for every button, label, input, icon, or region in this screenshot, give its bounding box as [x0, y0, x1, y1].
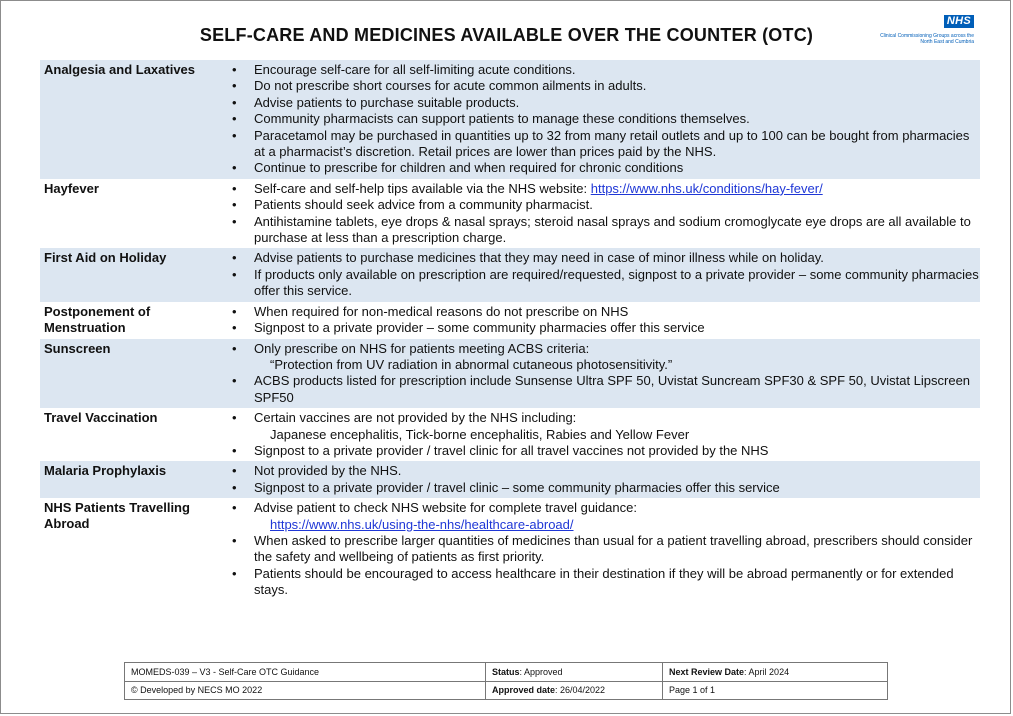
section-travel-vaccination — [40, 408, 980, 461]
bullet-item — [228, 410, 980, 443]
guidance-table — [40, 60, 980, 601]
bullet-item: • When asked to prescribe larger quantities of medicines than usual for a patient travelling abroad, prescribers should consider the safety and wellbeing of patients as first priority. — [228, 533, 980, 566]
section-topic: Postponement of Menstruation — [44, 303, 151, 335]
footer-page-number: Page 1 of 1 — [663, 681, 888, 700]
footer-review-date: Next Review Date: April 2024 — [663, 663, 888, 682]
bullet-item — [228, 500, 980, 533]
bullet-item: • Patients should be encouraged to access healthcare in their destination if they will be abroad permanently or for extended stays. — [228, 566, 980, 599]
bullet-item: • Not provided by the NHS. — [228, 463, 980, 479]
section-analgesia — [40, 60, 980, 179]
bullet-item: • Advise patients to purchase medicines that they may need in case of minor illness while on holiday. — [228, 250, 980, 266]
section-topic: Analgesia and Laxatives — [44, 62, 196, 77]
bullet-subtext: “Protection from UV radiation in abnormal cutaneous photosensitivity.” — [270, 356, 673, 372]
bullet-item: • ACBS products listed for prescription include Sunsense Ultra SPF 50, Uvistat Suncream SPF30 & SPF 50, Uvistat Lipscreen SPF50 — [228, 373, 980, 406]
section-travelling-abroad — [40, 498, 980, 600]
bullet-item: • Paracetamol may be purchased in quantities up to 32 from many retail outlets and up to 100 can be bought from pharmacies at a pharmacist’s discretion. Retail prices are lower than prices paid by the NHS. — [228, 128, 980, 161]
footer-status: Status: Approved — [486, 663, 663, 682]
section-content — [228, 302, 980, 339]
healthcare-abroad-link[interactable]: https://www.nhs.uk/using-the-nhs/healthcare-abroad/ — [270, 516, 574, 532]
section-topic: First Aid on Holiday — [44, 250, 167, 266]
section-content — [228, 408, 980, 461]
section-content — [228, 60, 980, 179]
bullet-item: • Antihistamine tablets, eye drops & nasal sprays; steroid nasal sprays and sodium cromoglycate eye drops are all available to purchase at less than a prescription charge. — [228, 214, 980, 247]
hay-fever-link[interactable]: https://www.nhs.uk/conditions/hay-fever/ — [590, 180, 823, 196]
section-content — [228, 179, 980, 249]
bullet-item: • Community pharmacists can support patients to manage these conditions themselves. — [228, 111, 980, 127]
bullet-text: Only prescribe on NHS for patients meeting ACBS criteria: — [254, 340, 590, 356]
bullet-item — [228, 341, 980, 374]
section-first-aid — [40, 248, 980, 301]
section-content — [228, 339, 980, 409]
nhs-logo — [874, 11, 974, 45]
bullet-item: • Signpost to a private provider – some community pharmacies offer this service — [228, 320, 980, 336]
footer-developed: © Developed by NECS MO 2022 — [125, 681, 486, 700]
bullet-subtext: Japanese encephalitis, Tick-borne encephalitis, Rabies and Yellow Fever — [270, 426, 690, 442]
bullet-item: • Do not prescribe short courses for acute common ailments in adults. — [228, 78, 980, 94]
section-content — [228, 498, 980, 600]
bullet-text: Advise patient to check NHS website for complete travel guidance: — [254, 500, 637, 516]
bullet-item: • Advise patients to purchase suitable products. — [228, 95, 980, 111]
bullet-item: • Continue to prescribe for children and when required for chronic conditions — [228, 160, 980, 176]
nhs-logo-text: Clinical Commissioning Groups across the North East and Cumbria — [880, 33, 974, 45]
section-topic: NHS Patients Travelling Abroad — [44, 500, 190, 532]
bullet-item: • Signpost to a private provider / travel clinic – some community pharmacies offer this service — [228, 480, 980, 496]
bullet-text: Certain vaccines are not provided by the NHS including: — [254, 410, 577, 426]
bullet-item: • Encourage self-care for all self-limiting acute conditions. — [228, 62, 980, 78]
section-topic: Sunscreen — [44, 340, 111, 356]
page-title: SELF-CARE AND MEDICINES AVAILABLE OVER THE COUNTER (OTC) — [199, 25, 814, 45]
bullet-item: • Patients should seek advice from a community pharmacist. — [228, 197, 980, 213]
section-content — [228, 461, 980, 498]
bullet-item: • When required for non-medical reasons do not prescribe on NHS — [228, 304, 980, 320]
section-menstruation — [40, 302, 980, 339]
section-topic: Hayfever — [44, 180, 99, 196]
document-footer — [124, 662, 888, 700]
nhs-logo-mark: NHS — [944, 15, 974, 28]
bullet-text: Self-care and self-help tips available via the NHS website: — [254, 180, 591, 196]
section-topic: Malaria Prophylaxis — [44, 463, 167, 479]
section-topic: Travel Vaccination — [44, 410, 158, 426]
section-content — [228, 248, 980, 301]
footer-approved-date: Approved date: 26/04/2022 — [486, 681, 663, 700]
footer-doc-ref: MOMEDS-039 – V3 - Self-Care OTC Guidance — [125, 663, 486, 682]
section-sunscreen — [40, 339, 980, 409]
bullet-item — [228, 181, 980, 197]
section-malaria — [40, 461, 980, 498]
bullet-item: • If products only available on prescription are required/requested, signpost to a private provider – some community pharmacies offer this service. — [228, 267, 980, 300]
section-hayfever — [40, 179, 980, 249]
bullet-item: • Signpost to a private provider / travel clinic for all travel vaccines not provided by the NHS — [228, 443, 980, 459]
